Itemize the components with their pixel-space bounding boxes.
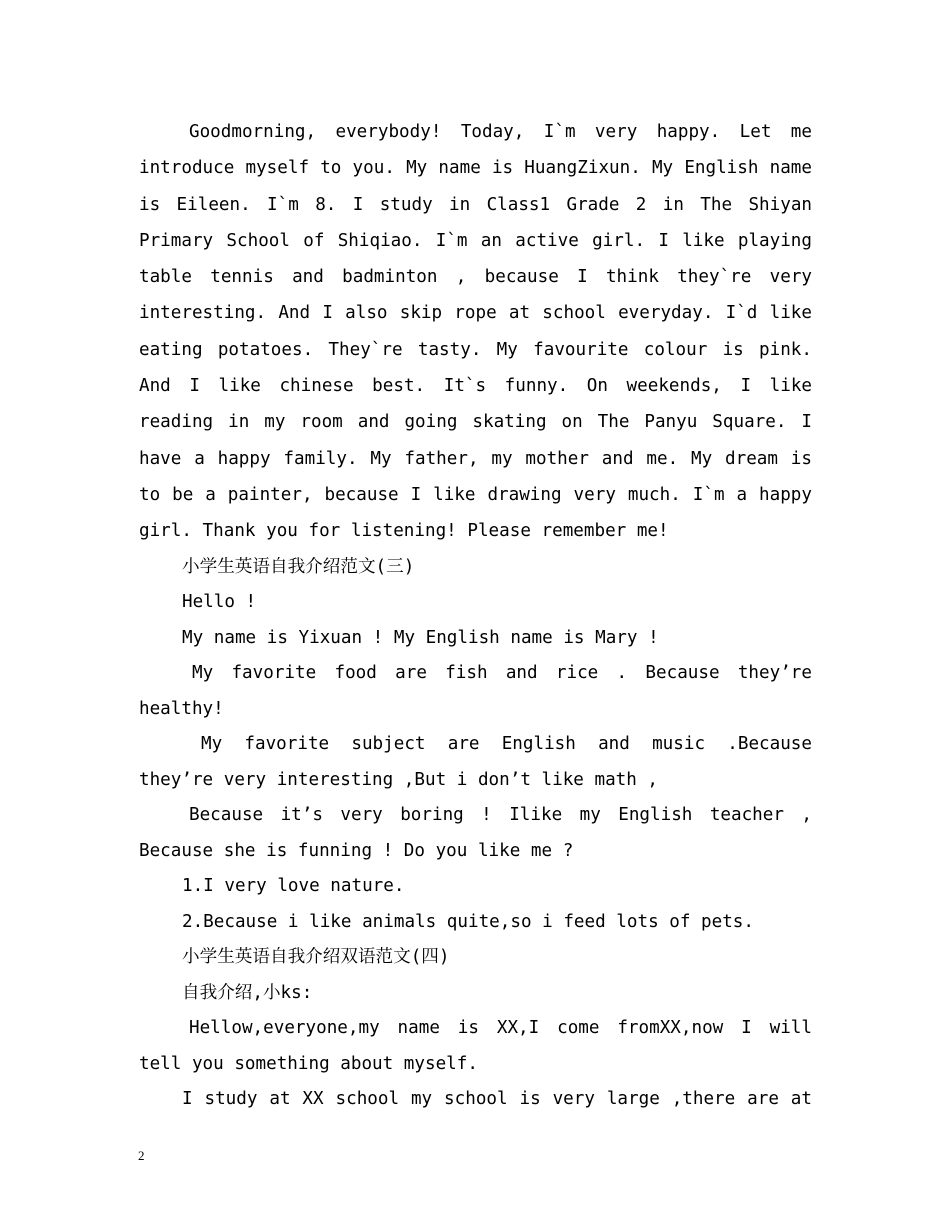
paragraph-name-yixuan: My name is Yixuan ! My English name is Mary ! [182, 627, 659, 648]
paragraph-item-1: 1.I very love nature. [182, 876, 405, 897]
paragraph-school: I study at XX school my school is very large ,there are at [182, 1089, 812, 1110]
paragraph-item-2: 2.Because i like animals quite,so i feed lots of pets. [182, 911, 754, 932]
heading-sample-four: 小学生英语自我介绍双语范文(四) [182, 947, 450, 968]
paragraph-favorite-subject: My favorite subject are English and music .Because they’re very interesting ,But i don’t like math , [139, 734, 812, 790]
paragraph-boring: Because it’s very boring ! Ilike my English teacher , Because she is funning ! Do you like me ? [139, 805, 812, 861]
paragraph-hellow-everyone: Hellow,everyone,my name is XX,I come fromXX,now I will tell you something about myself. [139, 1018, 812, 1074]
paragraph-self-intro-label: 自我介绍,小ks: [182, 982, 313, 1003]
paragraph-hello: Hello ! [182, 592, 257, 613]
paragraph-self-intro-eileen: Goodmorning, everybody! Today, I`m very happy. Let me introduce myself to you. My name is HuangZixun. My English name is Eileen. I`m 8. I study in Class1 Grade 2 in The Shiyan Primary School of Shiqiao. I`m an active girl. I like playing table tennis and badminton , because I think they`re very interesting. And I also skip rope at school everyday. I`d like eating potatoes. They`re tasty. My favourite colour is pink. And I like chinese best. It`s funny. On weekends, I like reading in my room and going skating on The Panyu Square. I have a happy family. My father, my mother and me. My dream is to be a painter, because I like drawing very much. I`m a happy girl. Thank you for listening! Please remember me! [139, 122, 812, 542]
page-number: 2 [138, 1148, 145, 1163]
document-body [139, 114, 812, 1118]
heading-sample-three: 小学生英语自我介绍范文(三) [182, 556, 415, 577]
paragraph-favorite-food: My favorite food are fish and rice . Because they’re healthy! [139, 663, 812, 719]
